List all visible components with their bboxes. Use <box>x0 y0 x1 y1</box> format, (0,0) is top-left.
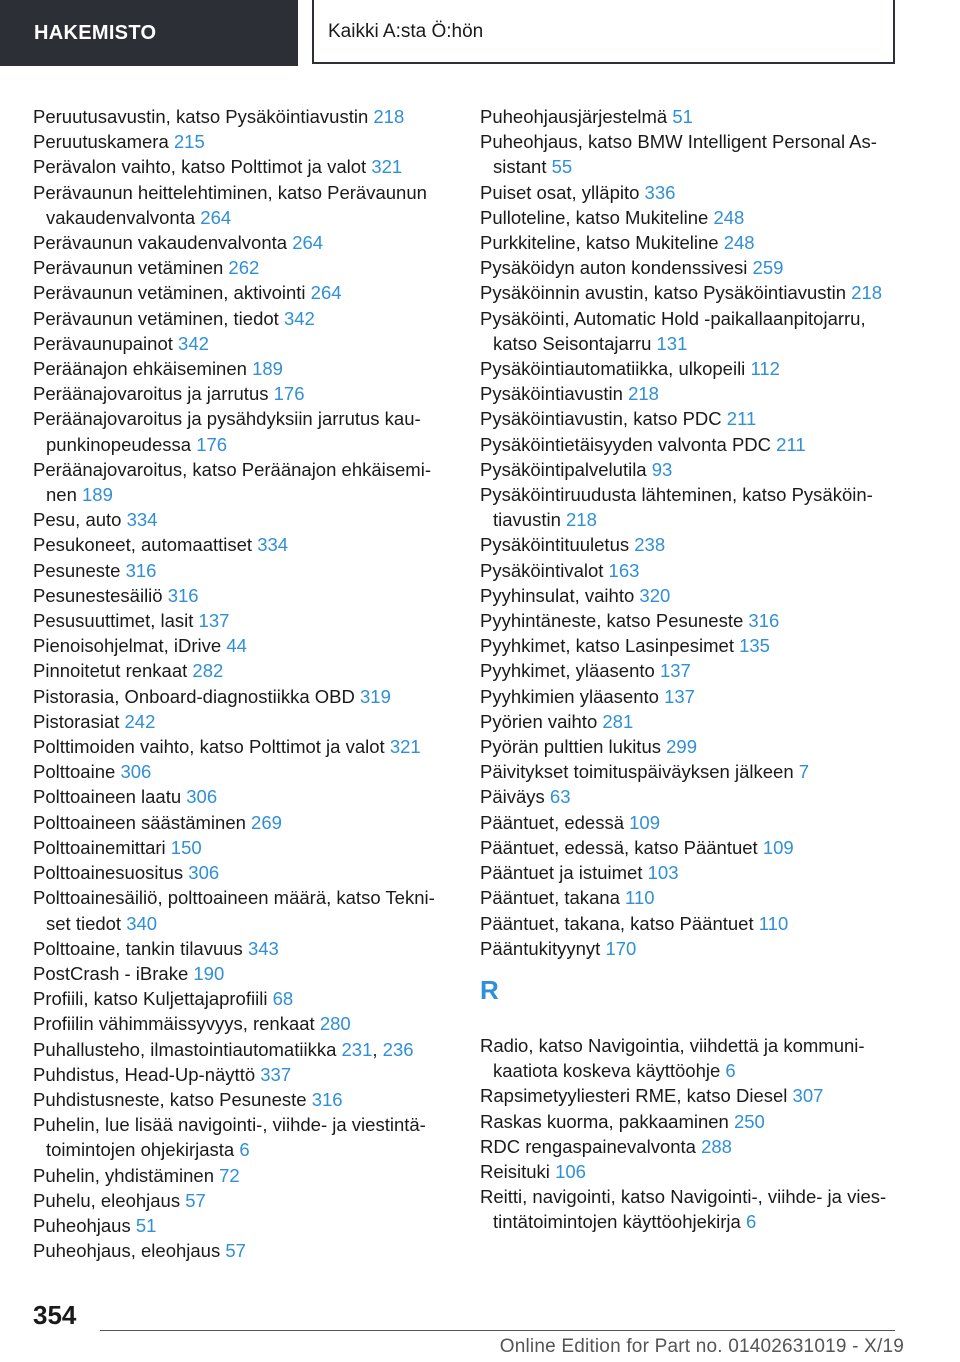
index-entry <box>480 1184 900 1234</box>
entry-term: Pyyhkimet, katso Lasinpesimet <box>480 635 734 657</box>
page-link[interactable]: 44 <box>226 635 247 657</box>
entry-term: Pyyhkimet, yläasento <box>480 660 655 682</box>
entry-term: Päiväys <box>480 786 545 808</box>
index-entry <box>33 230 448 255</box>
index-entry <box>33 734 448 759</box>
page-link[interactable]: 211 <box>776 433 806 455</box>
entry-term: Perävaunun heittelehtiminen, katso Perävaunun vakaudenvalvonta <box>33 181 427 228</box>
page-link[interactable]: 320 <box>639 584 671 606</box>
index-entry <box>480 280 900 305</box>
index-entry <box>33 1238 448 1263</box>
entry-term: Polttoaineen laatu <box>33 786 182 808</box>
page-link[interactable]: 334 <box>257 534 289 556</box>
page-link[interactable]: 110 <box>758 912 789 934</box>
page-link[interactable]: 211 <box>726 408 757 430</box>
index-entry <box>33 860 448 885</box>
page-link[interactable]: 109 <box>629 811 661 833</box>
entry-term: Polttoainemittari <box>33 836 166 858</box>
page-link[interactable]: 7 <box>798 761 810 783</box>
page-link[interactable]: 269 <box>251 811 282 833</box>
index-entry <box>480 835 900 860</box>
index-entry <box>480 406 900 431</box>
index-entry <box>33 835 448 860</box>
entry-term: Polttoaine, tankin tilavuus <box>33 937 243 959</box>
entry-term: Pääntukityynyt <box>480 937 601 959</box>
page-link[interactable]: 137 <box>198 610 230 632</box>
entry-term: RDC rengaspainevalvonta <box>480 1135 696 1157</box>
entry-term: Polttoainesäiliö, polttoaineen määrä, katso Tekniset tiedot <box>33 887 435 934</box>
index-column-right <box>480 104 900 1235</box>
page-link[interactable]: 307 <box>792 1085 824 1107</box>
index-entry <box>480 1033 900 1083</box>
index-entry <box>33 154 448 179</box>
page-link[interactable]: 299 <box>666 736 698 758</box>
page-link[interactable]: 190 <box>193 962 225 984</box>
index-entry <box>480 432 900 457</box>
entry-term: Perävaunun vakaudenvalvonta <box>33 232 288 254</box>
index-entry <box>480 205 900 230</box>
page-link[interactable]: 163 <box>608 559 640 581</box>
page-link[interactable]: 242 <box>124 710 156 732</box>
entry-term: Pysäköintituuletus <box>480 534 630 556</box>
entry-term: Peräänajon ehkäiseminen <box>33 358 247 380</box>
entry-term: Puhelin, lue lisää navigointi-, viihde- ja viestintätoimintojen ohjekirjasta <box>33 1114 426 1161</box>
index-entry <box>480 482 900 532</box>
entry-term: Puhelu, eleohjaus <box>33 1189 181 1211</box>
index-entry <box>480 658 900 683</box>
page-link[interactable]: 103 <box>647 862 679 884</box>
index-entry <box>33 255 448 280</box>
entry-term: Polttoainesuositus <box>33 862 184 884</box>
entry-term: Pesu, auto <box>33 509 122 531</box>
page-link[interactable]: 264 <box>310 282 342 304</box>
entry-term: Purkkiteline, katso Mukiteline <box>480 232 719 254</box>
index-entry <box>480 1083 900 1108</box>
entry-term: Pinnoitetut renkaat <box>33 660 188 682</box>
page-link[interactable]: 218 <box>851 282 883 304</box>
index-entry <box>480 129 900 179</box>
entry-term: Pysäköintivalot <box>480 559 604 581</box>
entry-term: Pysäköinti, Automatic Hold -paikallaanpitojarru, katso Seisontajarru <box>480 307 866 354</box>
index-entry <box>480 860 900 885</box>
page-link[interactable]: 51 <box>672 106 693 127</box>
page-link[interactable]: 264 <box>200 206 232 228</box>
page-link[interactable]: 176 <box>273 383 305 405</box>
page-link[interactable]: 72 <box>219 1164 240 1186</box>
entry-term: Profiilin vähimmäissyvyys, renkaat <box>33 1013 315 1035</box>
page-link[interactable]: 321 <box>389 736 421 758</box>
index-entry <box>33 936 448 961</box>
edition-note: Online Edition for Part no. 01402631019 - X/19 <box>499 1336 904 1357</box>
index-column-left <box>33 104 448 1263</box>
entry-term: Puiset osat, ylläpito <box>480 181 640 203</box>
index-entry <box>33 507 448 532</box>
page-link[interactable]: 51 <box>135 1214 157 1236</box>
page-link[interactable]: 109 <box>762 836 794 858</box>
index-entry <box>33 532 448 557</box>
page-link[interactable]: 236 <box>382 1038 414 1060</box>
page-link[interactable]: 131 <box>656 332 688 354</box>
page-link[interactable]: 218 <box>628 383 659 405</box>
page-link[interactable]: 231 <box>341 1038 373 1060</box>
page-link[interactable]: 112 <box>750 358 780 380</box>
page-link[interactable]: 306 <box>188 862 220 884</box>
entry-term: Pesukoneet, automaattiset <box>33 534 253 556</box>
entry-term: Puheohjaus, eleohjaus <box>33 1240 221 1262</box>
index-entry <box>33 381 448 406</box>
page-link[interactable]: 137 <box>664 685 695 707</box>
entry-term: Puheohjaus, katso BMW Intelligent Personal Assistant <box>480 131 877 178</box>
entry-term: Pysäköintiavustin, katso PDC <box>480 408 722 430</box>
page-link[interactable]: 248 <box>713 206 745 228</box>
entry-term: Puhallusteho, ilmastointiautomatiikka <box>33 1038 337 1060</box>
page-link[interactable]: 238 <box>634 534 666 556</box>
index-entry <box>480 709 900 734</box>
entry-term: Pyörien vaihto <box>480 710 598 732</box>
index-entry <box>480 532 900 557</box>
page-link[interactable]: 57 <box>225 1240 246 1262</box>
entry-term: Perävaunupainot <box>33 332 173 354</box>
page-link[interactable]: 342 <box>283 307 315 329</box>
page-link[interactable]: 218 <box>373 106 405 127</box>
entry-term: Perävaunun vetäminen, aktivointi <box>33 282 306 304</box>
index-entry <box>33 658 448 683</box>
entry-term: Peräänajovaroitus, katso Peräänajon ehkäiseminen <box>33 458 431 506</box>
index-entry <box>480 1159 900 1184</box>
page-link[interactable]: 55 <box>551 156 573 178</box>
page-link[interactable]: 280 <box>319 1013 351 1035</box>
entry-term: Perävaunun vetäminen, tiedot <box>33 307 279 329</box>
page-link[interactable]: 135 <box>739 635 770 657</box>
entry-term: Puheohjaus <box>33 1214 131 1236</box>
page-link[interactable]: 137 <box>659 660 691 682</box>
entry-term: Pienoisohjelmat, iDrive <box>33 635 222 657</box>
entry-term: Pesusuuttimet, lasit <box>33 610 194 632</box>
page-link[interactable]: 316 <box>125 559 157 581</box>
entry-term: Puhelin, yhdistäminen <box>33 1164 214 1186</box>
entry-term: Reisituki <box>480 1160 550 1182</box>
index-entry <box>33 129 448 154</box>
page-link[interactable]: 306 <box>186 786 218 808</box>
entry-term: Peruutusavustin, katso Pysäköintiavustin <box>33 106 369 127</box>
page-link[interactable]: 6 <box>745 1211 757 1233</box>
entry-term: Pysäköintietäisyyden valvonta PDC <box>480 433 772 455</box>
entry-term: Pääntuet, takana <box>480 887 620 909</box>
page-link[interactable]: 316 <box>167 584 199 606</box>
index-entry <box>480 1109 900 1134</box>
index-entry <box>33 986 448 1011</box>
page-link[interactable]: 6 <box>239 1139 250 1161</box>
index-entry <box>33 961 448 986</box>
index-entry <box>480 608 900 633</box>
index-entry <box>33 331 448 356</box>
entry-term: PostCrash - iBrake <box>33 962 189 984</box>
page-number: 354 <box>33 1300 77 1330</box>
page-link[interactable]: 106 <box>555 1160 586 1182</box>
index-entry <box>480 759 900 784</box>
page-link[interactable]: 334 <box>126 509 158 531</box>
index-entry <box>33 1188 448 1213</box>
index-entry <box>33 1011 448 1036</box>
index-group-p <box>480 104 900 961</box>
page-link[interactable]: 316 <box>748 610 780 632</box>
index-entry <box>33 457 448 507</box>
index-entry <box>480 784 900 809</box>
entry-term: Pysäköintiautomatiikka, ulkopeili <box>480 358 746 380</box>
index-entry <box>480 356 900 381</box>
index-entry <box>33 104 448 129</box>
page-link[interactable]: 336 <box>644 181 676 203</box>
page-link[interactable]: 340 <box>126 912 158 934</box>
entry-term: Polttoaine <box>33 761 116 783</box>
index-entry <box>480 180 900 205</box>
index-entry <box>33 583 448 608</box>
section-title: HAKEMISTO <box>0 0 298 66</box>
entry-term: Perävaunun vetäminen <box>33 257 224 279</box>
index-entry <box>33 180 448 230</box>
index-entry <box>33 1062 448 1087</box>
index-entry <box>480 1134 900 1159</box>
index-entry <box>33 356 448 381</box>
page-link[interactable]: 248 <box>723 232 755 254</box>
entry-term: Peruutuskamera <box>33 131 169 153</box>
entry-term: Rapsimetyyliesteri RME, katso Diesel <box>480 1085 788 1107</box>
index-entry <box>33 784 448 809</box>
page-link[interactable]: 342 <box>178 332 209 354</box>
index-entry <box>33 684 448 709</box>
entry-term: Pistorasiat <box>33 710 120 732</box>
index-entry <box>33 1213 448 1238</box>
page-link[interactable]: 281 <box>602 710 634 732</box>
page-link[interactable]: 262 <box>228 257 260 279</box>
page-link[interactable]: 259 <box>752 257 784 279</box>
index-entry: Puhallusteho, ilmastointiautomatiikka 231, 236 <box>33 1038 414 1060</box>
page-link[interactable]: 321 <box>371 156 403 178</box>
page-link[interactable]: 189 <box>252 358 283 380</box>
index-entry <box>480 633 900 658</box>
index-entry <box>480 104 900 129</box>
page-link[interactable]: 150 <box>170 836 202 858</box>
entry-term: Profiili, katso Kuljettajaprofiili <box>33 988 268 1010</box>
index-entry <box>480 583 900 608</box>
entry-term: Pysäköidyn auton kondenssivesi <box>480 257 748 279</box>
page-link[interactable]: 68 <box>272 988 294 1010</box>
entry-term: Puhdistusneste, katso Pesuneste <box>33 1088 307 1110</box>
page-link[interactable]: 63 <box>549 786 571 808</box>
entry-term: Pääntuet, takana, katso Pääntuet <box>480 912 754 934</box>
entry-term: Puhdistus, Head-Up-näyttö <box>33 1063 256 1085</box>
entry-term: Peräänajovaroitus ja jarrutus <box>33 383 269 405</box>
page-link[interactable]: 215 <box>173 131 205 153</box>
page-link[interactable]: 316 <box>311 1088 343 1110</box>
entry-term: Reitti, navigointi, katso Navigointi-, viihde- ja viestintätoimintojen käyttöohjekirja <box>480 1186 887 1233</box>
entry-term: Pysäköintipalvelutila <box>480 458 647 480</box>
index-entry <box>33 759 448 784</box>
entry-term: Pääntuet ja istuimet <box>480 862 643 884</box>
index-entry <box>480 558 900 583</box>
index-entry <box>480 911 900 936</box>
entry-term: Pyyhkimien yläasento <box>480 685 659 707</box>
index-entry <box>33 558 448 583</box>
page-link[interactable]: 189 <box>82 484 113 506</box>
page-link[interactable]: 306 <box>120 761 152 783</box>
page-link[interactable]: 93 <box>651 458 673 480</box>
entry-term: Pyyhinsulat, vaihto <box>480 584 635 606</box>
index-entry <box>480 381 900 406</box>
page-header <box>0 0 960 66</box>
index-entry <box>33 1087 448 1112</box>
index-entry <box>33 1163 448 1188</box>
page-link[interactable]: 57 <box>185 1189 206 1211</box>
index-entry <box>480 684 900 709</box>
entry-term: Pyyhintäneste, katso Pesuneste <box>480 610 744 632</box>
index-entry <box>33 633 448 658</box>
page-link[interactable]: 6 <box>725 1060 736 1082</box>
section-letter: R <box>480 974 499 1005</box>
entry-term: Pulloteline, katso Mukiteline <box>480 206 709 228</box>
index-entry <box>480 885 900 910</box>
entry-term: Pysäköintiruudusta lähteminen, katso Pysäköintiavustin <box>480 484 873 531</box>
entry-term: Raskas kuorma, pakkaaminen <box>480 1110 729 1132</box>
page-link[interactable]: 288 <box>701 1135 732 1157</box>
page-link[interactable]: 264 <box>292 232 324 254</box>
page-link[interactable]: 110 <box>625 887 655 909</box>
page-link[interactable]: 176 <box>196 433 228 455</box>
entry-term: Pyörän pulttien lukitus <box>480 736 661 758</box>
index-entry <box>33 885 448 935</box>
index-entry <box>480 936 900 961</box>
index-entry <box>33 608 448 633</box>
index-entry <box>480 734 900 759</box>
entry-term: Pesuneste <box>33 559 121 581</box>
page-link[interactable]: 282 <box>192 660 224 682</box>
entry-term: Polttoaineen säästäminen <box>33 811 246 833</box>
entry-term: Päivitykset toimituspäiväyksen jälkeen <box>480 761 794 783</box>
index-entry <box>480 255 900 280</box>
index-entry <box>33 709 448 734</box>
entry-term: Radio, katso Navigointia, viihdettä ja kommunikaatiota koskeva käyttöohje <box>480 1034 865 1082</box>
index-entry <box>480 306 900 356</box>
index-entry <box>33 406 448 456</box>
footer-divider <box>100 1330 895 1331</box>
index-entry <box>33 1112 448 1162</box>
entry-term: Pistorasia, Onboard-diagnostiikka OBD <box>33 685 355 707</box>
entry-term: Pääntuet, edessä, katso Pääntuet <box>480 836 758 858</box>
index-group-r <box>480 1033 900 1235</box>
entry-term: Peräänajovaroitus ja pysähdyksiin jarrutus kaupunkinopeudessa <box>33 408 421 455</box>
index-entry <box>33 306 448 331</box>
entry-term: Pääntuet, edessä <box>480 811 624 833</box>
entry-term: Perävalon vaihto, katso Polttimot ja valot <box>33 156 367 178</box>
page-link[interactable]: 343 <box>247 937 279 959</box>
entry-term: Pysäköinnin avustin, katso Pysäköintiavustin <box>480 282 847 304</box>
entry-term: Pesunestesäiliö <box>33 584 163 606</box>
page-link[interactable]: 250 <box>733 1110 765 1132</box>
index-entry <box>480 230 900 255</box>
index-entry <box>33 280 448 305</box>
index-entry <box>480 457 900 482</box>
page-link[interactable]: 319 <box>360 685 391 707</box>
section-subtitle: Kaikki A:sta Ö:hön <box>312 0 895 64</box>
page-link[interactable]: 170 <box>605 937 637 959</box>
entry-term: Puheohjausjärjestelmä <box>480 106 668 127</box>
index-entry <box>33 810 448 835</box>
page-link[interactable]: 337 <box>260 1063 292 1085</box>
page-link[interactable]: 218 <box>566 509 597 531</box>
index-entry <box>480 810 900 835</box>
entry-term: Pysäköintiavustin <box>480 383 623 405</box>
entry-term: Polttimoiden vaihto, katso Polttimot ja valot <box>33 736 385 758</box>
